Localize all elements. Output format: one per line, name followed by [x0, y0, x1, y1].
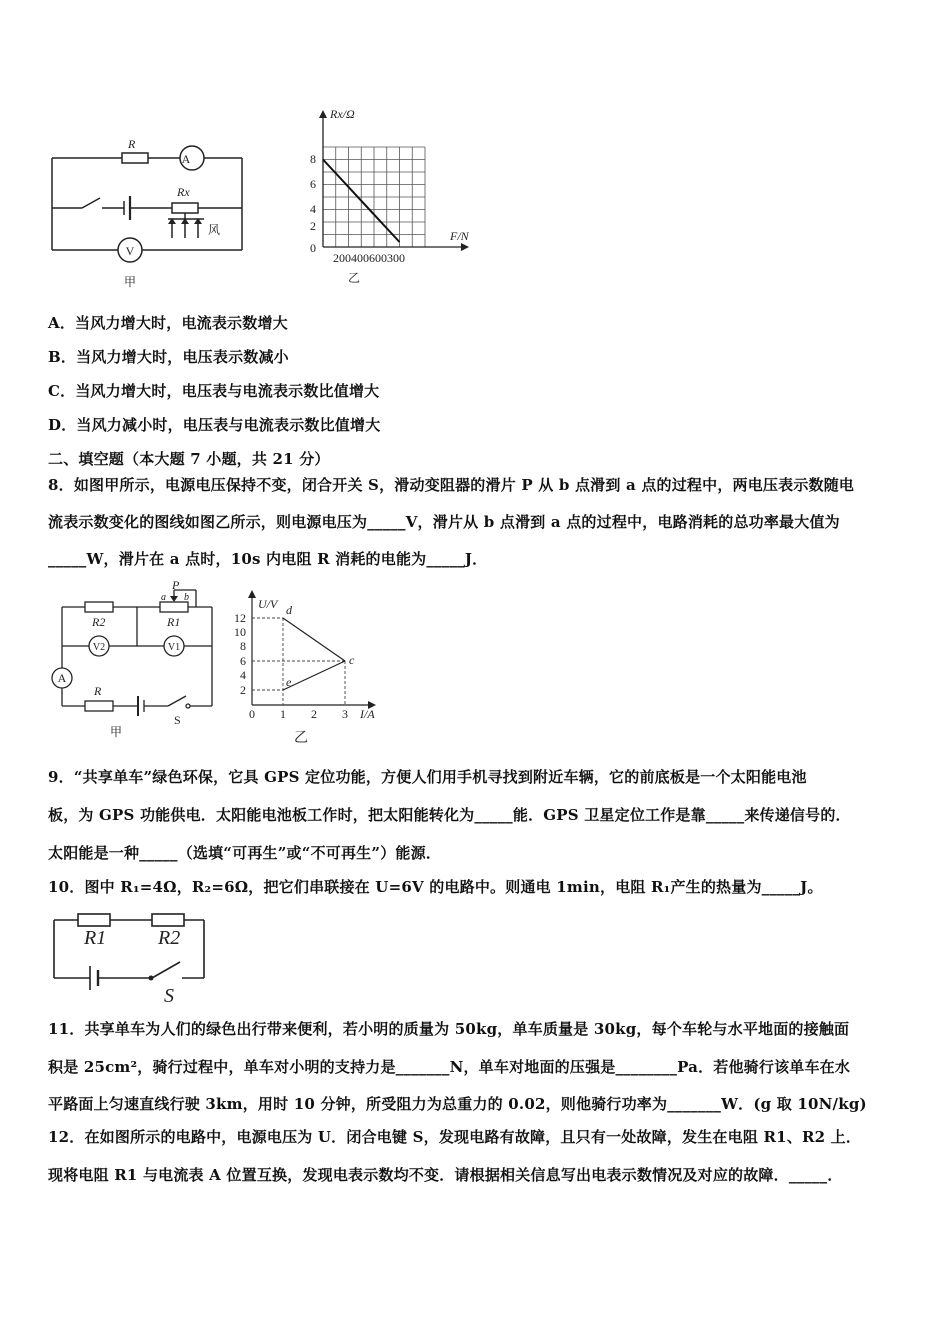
q8-line-2: 流表示数变化的图线如图乙所示，则电源电压为_____V，滑片从 b 点滑到 a 点的过程中，电路消耗的总功率最大值为	[48, 513, 840, 531]
fig8-p-label: P	[172, 580, 180, 592]
q12-line-2: 现将电阻 R1 与电流表 A 位置互换，发现电表示数均不变．请根据相关信息写出电表示数情况及对应的故障．_____．	[48, 1166, 843, 1184]
fig7-x-ticks: 200400600300	[333, 251, 405, 265]
q8-line-1: 8．如图甲所示，电源电压保持不变，闭合开关 S，滑动变阻器的滑片 P 从 b 点滑到 a 点的过程中，两电压表示数随电	[48, 476, 855, 494]
fig8-s-label: S	[174, 713, 181, 727]
fig8-graph	[230, 580, 390, 750]
fig7-rx-label: Rx	[177, 185, 190, 199]
fig8-ammeter-label: A	[57, 671, 67, 685]
fig8-x-axis-label: I/A	[360, 707, 375, 721]
q9-line-3: 太阳能是一种_____（选填“可再生”或“不可再生”）能源．	[48, 844, 442, 862]
fig8-x-tick: 3	[342, 707, 348, 721]
fig7-voltmeter-label: V	[125, 244, 135, 258]
fig8-y-tick: 8	[240, 639, 246, 653]
fig8-y-tick: 4	[240, 668, 246, 682]
fig8-r-label: R	[94, 684, 102, 698]
fig8-y-tick: 10	[234, 625, 246, 639]
fig8-point-e: e	[286, 675, 292, 689]
section-title: 二、填空题（本大题 7 小题，共 21 分）	[48, 450, 330, 468]
fig8-x-tick: 1	[280, 707, 286, 721]
fig7-jia-label: 甲	[124, 275, 137, 289]
fig8-x-tick: 0	[249, 707, 255, 721]
q7-option-d: D．当风力减小时，电压表与电流表示数比值增大	[48, 416, 381, 434]
fig8-point-c: c	[349, 653, 355, 667]
fig8-circuit	[40, 580, 230, 740]
fig10-s-label: S	[164, 985, 174, 1006]
q10-text: 10．图中 R₁=4Ω，R₂=6Ω，把它们串联接在 U=6V 的电路中。则通电 1min，电阻 R₁产生的热量为_____J。	[48, 878, 823, 896]
q11-line-1: 11．共享单车为人们的绿色出行带来便利，若小明的质量为 50kg，单车质量是 30kg，每个车轮与水平地面的接触面	[48, 1020, 850, 1038]
fig8-y-axis-label: U/V	[258, 597, 278, 611]
q7-option-a: A．当风力增大时，电流表示数增大	[48, 314, 288, 332]
fig7-y-axis-label: Rx/Ω	[330, 107, 355, 121]
fig7-y-tick: 8	[310, 152, 316, 166]
fig8-y-tick: 6	[240, 654, 246, 668]
q12-line-1: 12．在如图所示的电路中，电源电压为 U．闭合电键 S，发现电路有故障，且只有一处故障，发生在电阻 R1、R2 上．	[48, 1128, 862, 1146]
q7-option-c: C．当风力增大时，电压表与电流表示数比值增大	[48, 382, 380, 400]
fig8-r2-label: R2	[92, 615, 106, 629]
fig7-y-tick: 6	[310, 177, 316, 191]
fig7-y-tick: 0	[310, 241, 316, 255]
fig10-r2-label: R2	[158, 927, 181, 949]
fig8-r1-label: R1	[167, 615, 181, 629]
fig7-graph	[298, 102, 488, 292]
fig10-r1-label: R1	[84, 927, 107, 949]
fig8-v2-label: V2	[92, 642, 106, 653]
fig7-x-axis-label: F/N	[450, 229, 469, 243]
fig8-yi-label: 乙	[294, 731, 308, 746]
fig8-x-tick: 2	[311, 707, 317, 721]
fig8-b-label: b	[184, 592, 189, 603]
fig8-point-d: d	[286, 603, 292, 617]
fig7-circuit	[40, 130, 260, 290]
fig8-jia-label: 甲	[110, 725, 123, 739]
q8-line-3: _____W，滑片在 a 点时，10s 内电阻 R 消耗的电能为_____J．	[48, 550, 488, 568]
q11-line-3: 平路面上匀速直线行驶 3km，用时 10 分钟，所受阻力为总重力的 0.02，则他骑行功率为_______W．(g 取 10N/kg)	[48, 1095, 867, 1113]
fig7-y-tick: 2	[310, 219, 316, 233]
fig7-ammeter-label: A	[181, 152, 191, 166]
fig8-a-label: a	[161, 592, 166, 603]
q11-line-2: 积是 25cm²，骑行过程中，单车对小明的支持力是_______N，单车对地面的压强是________Pa．若他骑行该单车在水	[48, 1058, 851, 1076]
fig10-circuit	[40, 906, 220, 1006]
fig8-v1-label: V1	[167, 642, 181, 653]
q7-option-b: B．当风力增大时，电压表示数减小	[48, 348, 289, 366]
fig7-wind-label: 风	[208, 223, 221, 237]
fig7-yi-label: 乙	[348, 271, 361, 285]
fig8-y-tick: 12	[234, 611, 246, 625]
fig7-r-label: R	[128, 137, 136, 151]
fig7-y-tick: 4	[310, 202, 316, 216]
q9-line-2: 板，为 GPS 功能供电．太阳能电池板工作时，把太阳能转化为_____能．GPS 卫星定位工作是靠_____来传递信号的．	[48, 806, 851, 824]
fig8-y-tick: 2	[240, 683, 246, 697]
q9-line-1: 9．“共享单车”绿色环保，它具 GPS 定位功能，方便人们用手机寻找到附近车辆，它的前底板是一个太阳能电池	[48, 768, 807, 786]
